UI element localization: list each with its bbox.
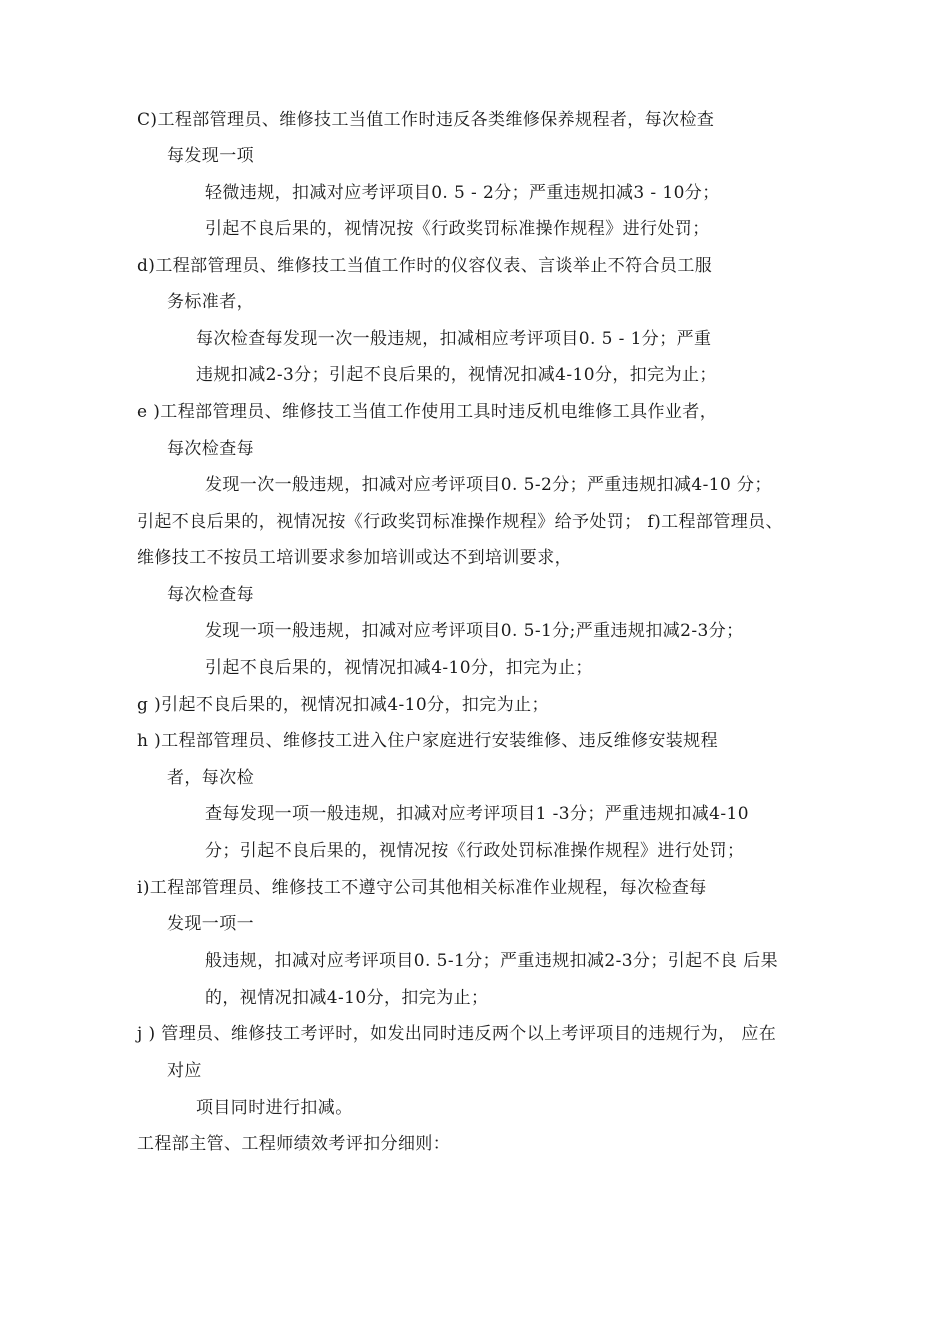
clause-f-line-5: 引起不良后果的，视情况扣减4-10分，扣完为止； bbox=[205, 658, 593, 678]
clause-h-line-3: 查每发现一项一般违规，扣减对应考评项目1 -3分；严重违规扣减4-10 bbox=[205, 804, 749, 824]
clause-f-line-3: 每次检查每 bbox=[167, 585, 254, 605]
section-heading: 工程部主管、工程师绩效考评扣分细则： bbox=[137, 1134, 451, 1154]
clause-i-line-2: 发现一项一 bbox=[167, 914, 254, 934]
clause-j-line-2: 对应 bbox=[167, 1061, 202, 1081]
clause-e-line-3: 发现一次一般违规，扣减对应考评项目0. 5-2分；严重违规扣减4-10 分； bbox=[205, 475, 772, 495]
clause-d-line-4: 违规扣减2-3分；引起不良后果的，视情况扣减4-10分，扣完为止； bbox=[196, 365, 717, 385]
clause-c-line-3: 轻微违规，扣减对应考评项目0. 5 - 2分；严重违规扣减3 - 10分； bbox=[205, 183, 720, 203]
clause-d-line-2: 务标准者， bbox=[167, 292, 254, 312]
clause-i-line-1: i)工程部管理员、维修技工不遵守公司其他相关标准作业规程，每次检查每 bbox=[137, 878, 707, 898]
clause-f-line-4: 发现一项一般违规，扣减对应考评项目0. 5-1分;严重违规扣减2-3分； bbox=[205, 621, 744, 641]
clause-j-line-1: j ) 管理员、维修技工考评时，如发出同时违反两个以上考评项目的违规行为， 应在 bbox=[137, 1024, 777, 1044]
clause-e-f-line: 引起不良后果的，视情况按《行政奖罚标准操作规程》给予处罚； f)工程部管理员、 bbox=[137, 512, 783, 532]
clause-d-line-3: 每次检查每发现一次一般违规，扣减相应考评项目0. 5 - 1分；严重 bbox=[196, 329, 712, 349]
clause-c-line-2: 每发现一项 bbox=[167, 146, 254, 166]
clause-e-line-1: e )工程部管理员、维修技工当值工作使用工具时违反机电维修工具作业者， bbox=[137, 402, 718, 422]
clause-i-line-4: 的，视情况扣减4-10分，扣完为止； bbox=[205, 988, 489, 1008]
clause-d-line-1: d)工程部管理员、维修技工当值工作时的仪容仪表、言谈举止不符合员工服 bbox=[137, 256, 713, 276]
clause-c-line-1: C)工程部管理员、维修技工当值工作时违反各类维修保养规程者，每次检查 bbox=[137, 110, 715, 130]
clause-i-line-3: 般违规，扣减对应考评项目0. 5-1分；严重违规扣减2-3分；引起不良 后果 bbox=[205, 951, 778, 971]
clause-g-line: g )引起不良后果的，视情况扣减4-10分，扣完为止； bbox=[137, 695, 549, 715]
clause-e-line-2: 每次检查每 bbox=[167, 439, 254, 459]
clause-f-line-2: 维修技工不按员工培训要求参加培训或达不到培训要求， bbox=[137, 548, 572, 568]
clause-j-line-3: 项目同时进行扣减。 bbox=[196, 1098, 353, 1118]
clause-h-line-2: 者，每次检 bbox=[167, 768, 254, 788]
clause-c-line-4: 引起不良后果的，视情况按《行政奖罚标准操作规程》进行处罚； bbox=[205, 219, 710, 239]
clause-h-line-4: 分；引起不良后果的，视情况按《行政处罚标准操作规程》进行处罚； bbox=[205, 841, 745, 861]
clause-h-line-1: h )工程部管理员、维修技工进入住户家庭进行安装维修、违反维修安装规程 bbox=[137, 731, 718, 751]
